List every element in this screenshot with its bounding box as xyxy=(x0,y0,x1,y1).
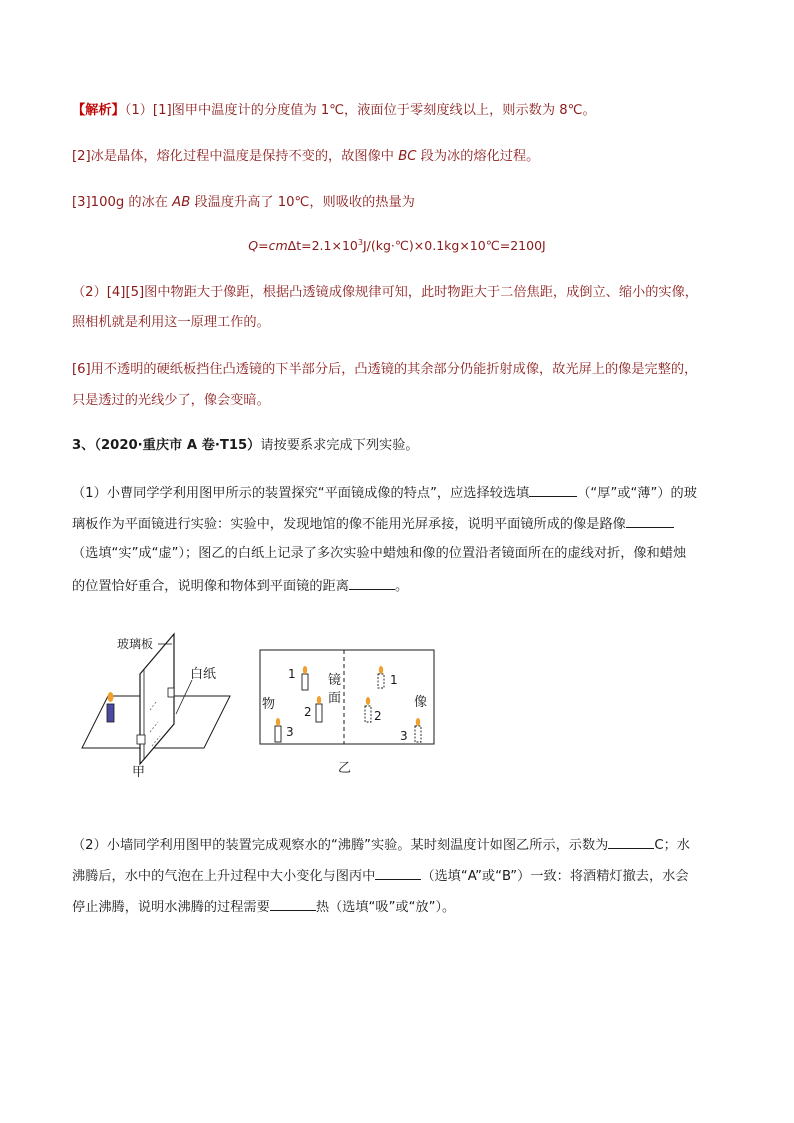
question-header: 3、（2020·重庆市 A 卷·T15）请按要系求完成下列实验。 xyxy=(72,438,419,453)
analysis-line-3: [3]100g 的冰在 AB 段温度升高了 10℃，则吸收的热量为 xyxy=(72,195,415,210)
analysis-line-7: 只是透过的光线少了，像会变暗。 xyxy=(72,393,270,408)
blank-bubble-figure[interactable] xyxy=(375,865,421,880)
svg-text:3: 3 xyxy=(400,729,408,743)
svg-text:2: 2 xyxy=(374,709,382,723)
image-label: 像 xyxy=(414,695,428,710)
glass-plate xyxy=(140,634,174,764)
blank-heat[interactable] xyxy=(270,896,316,911)
q1-line-2: 璃板作为平面镜进行实验：实验中，发现地馆的像不能用光屏承接，说明平面镜所成的像是路像 xyxy=(72,513,732,535)
candle-3 xyxy=(275,718,294,742)
analysis-line-6: [6]用不透明的硬纸板挡住凸透镜的下半部分后，凸透镜的其余部分仍能折射成像，故光屏上的像是完整的， xyxy=(72,362,698,377)
image-candle xyxy=(168,688,174,697)
image-1 xyxy=(378,666,398,688)
svg-text:1: 1 xyxy=(288,667,296,681)
caption-yi: 乙 xyxy=(338,761,352,776)
svg-text:1: 1 xyxy=(390,673,398,687)
blank-real-virtual[interactable] xyxy=(626,513,674,528)
candle-icon xyxy=(107,704,114,722)
q1-line-3: （选填“实”成“虚”）；图乙的白纸上记录了多次实验中蜡烛和像的位置沿者镜面所在的虚线对折，像和蜡烛 xyxy=(72,546,687,561)
analysis-line-5: 照相机就是利用这一原理工作的。 xyxy=(72,315,270,330)
candle-2 xyxy=(304,696,322,722)
blank-temperature[interactable] xyxy=(608,834,654,849)
flame-icon xyxy=(108,692,114,702)
q2-line-3: 停止沸腾，说明水沸腾的过程需要 热（选填“吸”或“放”）。 xyxy=(72,896,732,918)
mirror-label-2: 面 xyxy=(328,691,342,706)
figure-yi xyxy=(258,648,438,778)
analysis-line-2: [2]冰是晶体，熔化过程中温度是保持不变的，故图像中 BC 段为冰的熔化过程。 xyxy=(72,149,540,164)
svg-text:2: 2 xyxy=(304,705,312,719)
mirror-label-1: 镜 xyxy=(328,673,342,688)
analysis-tag: 【解析】 xyxy=(72,103,125,118)
figure-jia xyxy=(80,628,240,778)
q1-line-4: 的位置恰好重合，说明像和物体到平面镜的距离 。 xyxy=(72,575,732,597)
heat-formula: $Q=cm\Delta t=2.1\times 10^3J/(kg\cdot℃)\times 0.1kg\times 10℃=2100J$ xyxy=(248,238,546,254)
blank-thickness[interactable] xyxy=(529,482,577,497)
analysis-line-4: （2）[4][5]图中物距大于像距，根据凸透镜成像规律可知，此时物距大于二倍焦距，成倒立、缩小的实像， xyxy=(72,285,698,300)
image-2 xyxy=(365,697,382,723)
caption-jia: 甲 xyxy=(132,765,146,778)
candle-1 xyxy=(288,666,308,690)
svg-text:3: 3 xyxy=(286,725,294,739)
glass-label: 玻璃板 xyxy=(117,637,154,651)
blank-distance[interactable] xyxy=(349,575,395,590)
q1-line-1: （1）小曹同学学利用图甲所示的装置探究“平面镜成像的特点”，应选择较选填 （“厚”或“薄”）的玻 xyxy=(72,482,732,504)
q2-line-1: （2）小墙同学利用图甲的装置完成观察水的“沸腾”实验。某时刻温度计如图乙所示，示数为 C；水 xyxy=(72,834,732,856)
object-label: 物 xyxy=(262,697,276,712)
image-3 xyxy=(400,718,421,743)
q2-line-2: 沸腾后，水中的气泡在上升过程中大小变化与图丙中 （选填“A”或“B”）一致：将酒精灯撤去，水会 xyxy=(72,865,732,887)
analysis-line-1: 【解析】（1）[1]图甲中温度计的分度值为 1℃，液面位于零刻度线以上，则示数为 8℃。 xyxy=(72,103,596,118)
paper-label: 白纸 xyxy=(190,667,217,682)
